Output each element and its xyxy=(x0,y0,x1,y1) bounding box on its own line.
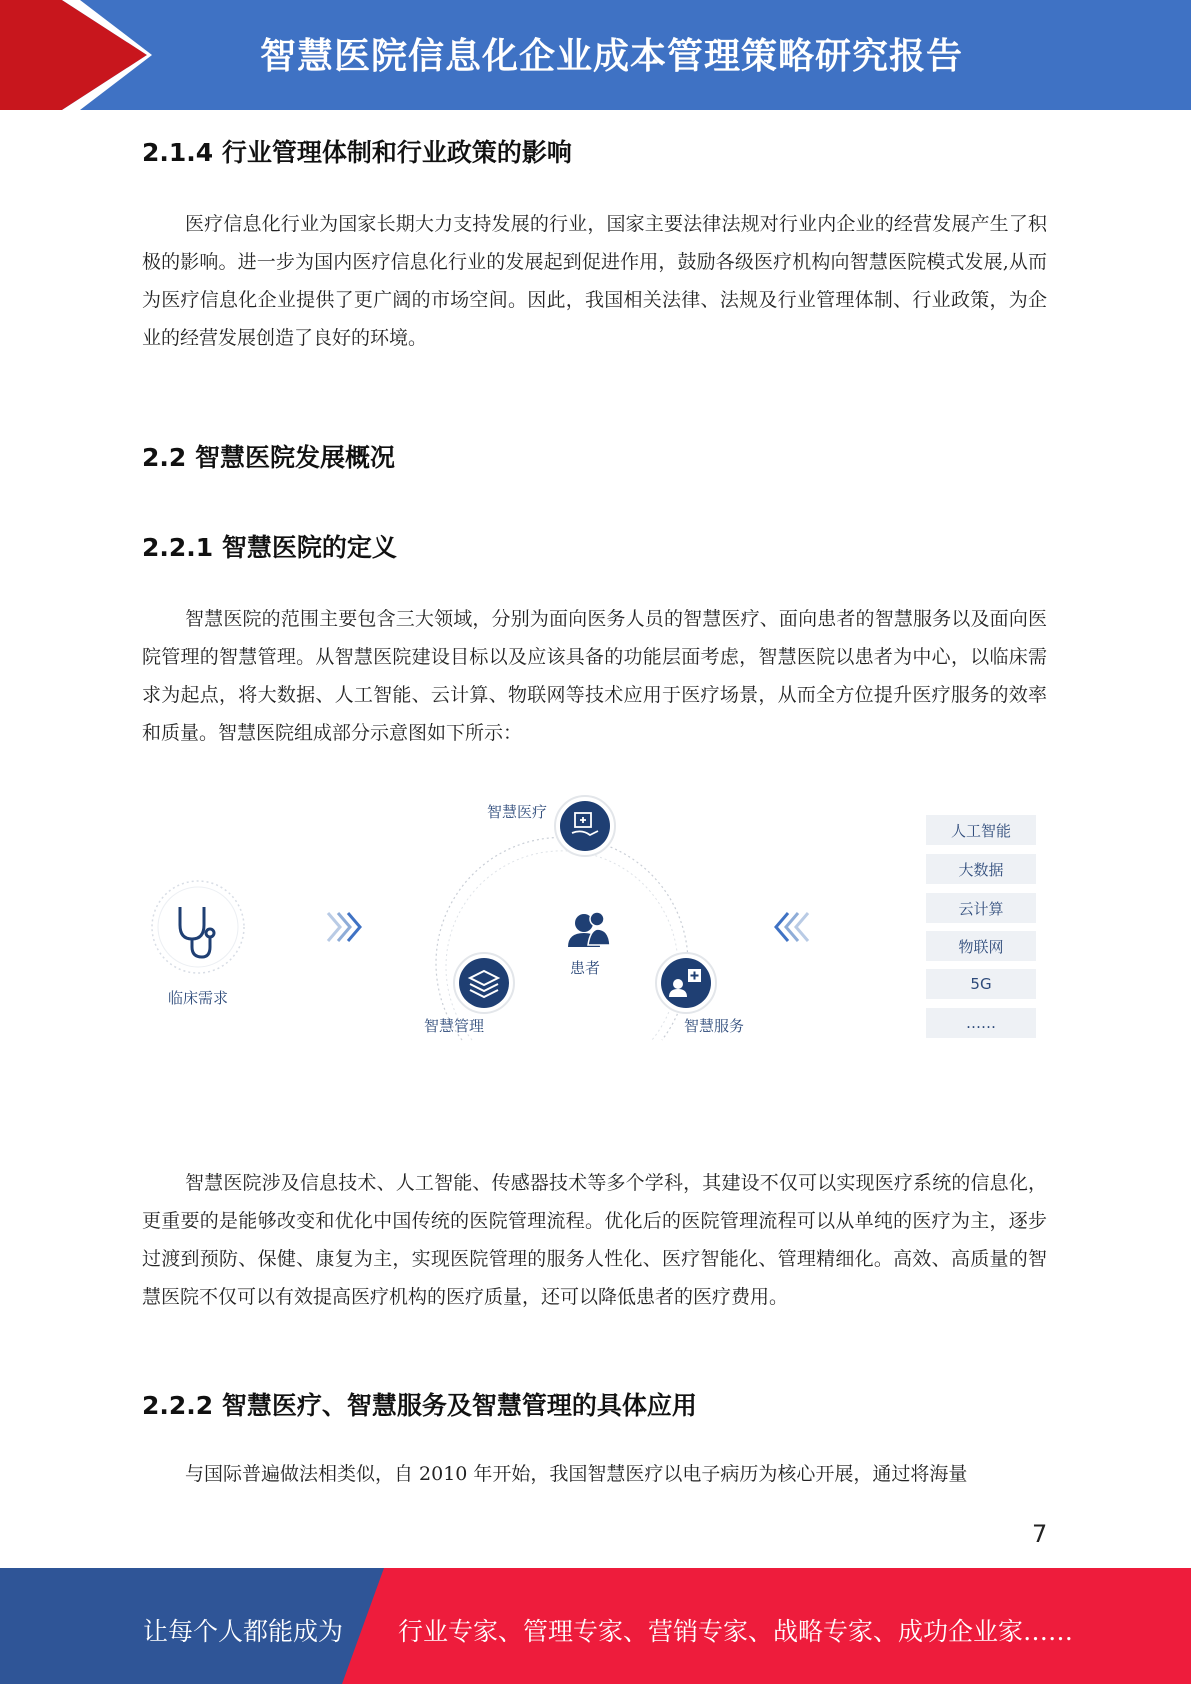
paragraph-applications: 与国际普遍做法相类似，自 2010 年开始，我国智慧医疗以电子病历为核心开展，通过将海量 xyxy=(185,1463,968,1485)
page-footer xyxy=(0,1568,1191,1684)
section-heading-2-2-1: 2.2.1 智慧医院的定义 xyxy=(142,533,397,562)
header-title: 智慧医院信息化企业成本管理策略研究报告 xyxy=(260,36,964,77)
page-number: 7 xyxy=(1032,1520,1048,1548)
label-smart-management: 智慧管理 xyxy=(424,1017,485,1035)
footer-slogan-left: 让每个人都能成为 xyxy=(143,1617,344,1646)
label-smart-medical: 智慧医疗 xyxy=(487,803,548,821)
header-red-arrow xyxy=(0,0,160,110)
paragraph-definition: 智慧医院的范围主要包含三大领域，分别为面向医务人员的智慧医疗、面向患者的智慧服务以及面向医院管理的智慧管理。从智慧医院建设目标以及应该具备的功能层面考虑，智慧医院以患者为中心，以临床需求为起点，将大数据、人工智能、云计算、物联网等技术应用于医疗场景，从而全方位提升医疗服务的效率和质量。智慧医院组成部分示意图如下所示： xyxy=(142,608,1047,744)
tag-big-data: 大数据 xyxy=(926,854,1036,884)
tag-cloud: 云计算 xyxy=(926,893,1036,923)
double-chevron-right-icon xyxy=(328,913,360,941)
paragraph-policy-impact: 医疗信息化行业为国家长期大力支持发展的行业，国家主要法律法规对行业内企业的经营发展产生了积极的影响。进一步为国内医疗信息化行业的发展起到促进作用，鼓励各级医疗机构向智慧医院模式发展,从而为医疗信息化企业提供了更广阔的市场空间。因此，我国相关法律、法规及行业管理体制、行业政策，为企业的经营发展创造了良好的环境。 xyxy=(142,213,1047,349)
tag-iot: 物联网 xyxy=(926,931,1036,961)
layers-icon xyxy=(454,953,514,1013)
label-smart-service: 智慧服务 xyxy=(684,1017,745,1035)
tag-ai: 人工智能 xyxy=(926,815,1036,845)
tag-ellipsis: …… xyxy=(926,1008,1036,1038)
smart-hospital-diagram xyxy=(142,785,1047,1055)
label-patient: 患者 xyxy=(570,959,601,977)
section-heading-2-2-2: 2.2.2 智慧医疗、智慧服务及智慧管理的具体应用 xyxy=(142,1391,697,1420)
tag-5g: 5G xyxy=(926,969,1036,999)
section-heading-2-2: 2.2 智慧医院发展概况 xyxy=(142,443,395,472)
label-clinical-needs: 临床需求 xyxy=(168,989,229,1007)
footer-slogan-right: 行业专家、管理专家、营销专家、战略专家、成功企业家…… xyxy=(398,1617,1074,1646)
patients-icon xyxy=(568,912,610,947)
diagram-graphics xyxy=(142,785,1047,1055)
doctor-icon xyxy=(656,953,716,1013)
section-heading-2-1-4: 2.1.4 行业管理体制和行业政策的影响 xyxy=(142,138,572,167)
page-header xyxy=(0,0,1191,110)
paragraph-disciplines: 智慧医院涉及信息技术、人工智能、传感器技术等多个学科，其建设不仅可以实现医疗系统的信息化，更重要的是能够改变和优化中国传统的医院管理流程。优化后的医院管理流程可以从单纯的医疗为主，逐步过渡到预防、保健、康复为主，实现医院管理的服务人性化、医疗智能化、管理精细化。高效、高质量的智慧医院不仅可以有效提高医疗机构的医疗质量，还可以降低患者的医疗费用。 xyxy=(142,1172,1047,1308)
double-chevron-left-icon xyxy=(776,913,808,941)
stethoscope-icon xyxy=(152,881,244,973)
medical-hand-icon xyxy=(555,796,615,856)
